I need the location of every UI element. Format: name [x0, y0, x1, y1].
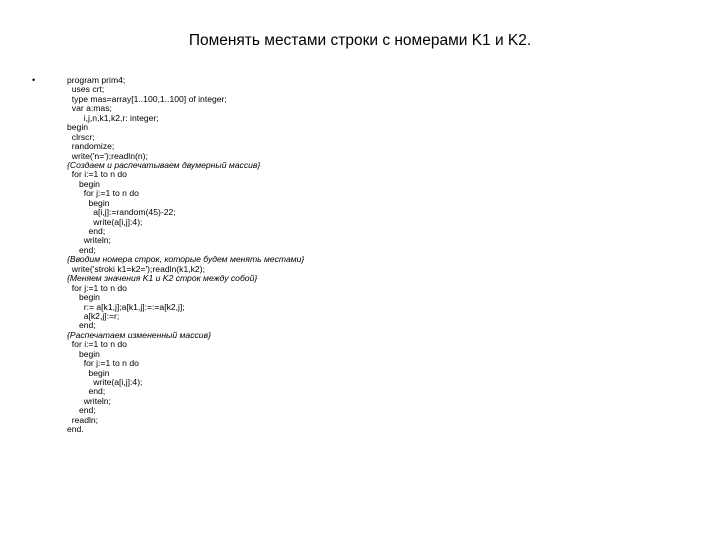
- code-line: begin: [67, 367, 110, 378]
- code-line: readln;: [67, 414, 99, 425]
- code-line: end;: [67, 244, 96, 255]
- slide-title: Поменять местами строки с номерами K1 и K2.: [188, 32, 532, 49]
- code-line: a[i,j]:=random(45)-22;: [67, 207, 176, 218]
- code-line: end;: [67, 405, 96, 416]
- code-line: var a:mas;: [67, 103, 112, 114]
- code-line: end;: [67, 320, 96, 331]
- code-line: end;: [67, 226, 106, 236]
- code-line: for i:=1 to n do: [67, 339, 127, 350]
- code-line: randomize;: [67, 141, 115, 152]
- code-line: r:= a[k1,j];a[k1,j]:=:=a[k2,j];: [67, 301, 185, 312]
- code-line: begin: [67, 197, 110, 208]
- code-line: for i:=1 to n do: [67, 169, 127, 180]
- code-line: write('n=');readln(n);: [67, 150, 148, 161]
- code-line: write(a[i,j]:4);: [67, 377, 143, 387]
- code-line: program prim4;: [67, 75, 126, 85]
- code-line: a[k2,j]:=r;: [67, 310, 120, 321]
- code-comment-line: {Вводим номера строк, которые будем менять местами}: [67, 254, 305, 265]
- bullet-marker: •: [32, 75, 36, 85]
- code-comment-line: {Распечатаем измененный массив}: [67, 329, 211, 340]
- code-line: for j:=1 to n do: [67, 188, 139, 199]
- code-line: type mas=array[1..100,1..100] of integer;: [67, 93, 227, 104]
- code-line: end.: [67, 424, 84, 435]
- code-listing: [67, 76, 687, 435]
- code-line: begin: [67, 122, 89, 133]
- code-line: for j:=1 to n do: [67, 282, 127, 293]
- code-comment-line: {Создаем и распечатываем двумерный массив}: [67, 159, 261, 170]
- code-line: begin: [67, 292, 100, 303]
- code-line: for j:=1 to n do: [67, 358, 139, 369]
- code-line: clrscr;: [67, 131, 95, 142]
- code-line: begin: [67, 348, 100, 359]
- code-line: writeln;: [67, 235, 111, 246]
- code-comment-line: {Меняем значения K1 и K2 строк между собой}: [67, 273, 258, 284]
- code-line: i,j,n,k1,k2,r: integer;: [67, 112, 159, 123]
- code-line: uses crt;: [67, 84, 105, 95]
- code-line: write('stroki k1=k2=');readln(k1,k2);: [67, 263, 205, 274]
- code-line: writeln;: [67, 395, 111, 406]
- code-line: end;: [67, 386, 106, 397]
- code-line: begin: [67, 178, 100, 189]
- code-line: write(a[i,j]:4);: [67, 216, 143, 227]
